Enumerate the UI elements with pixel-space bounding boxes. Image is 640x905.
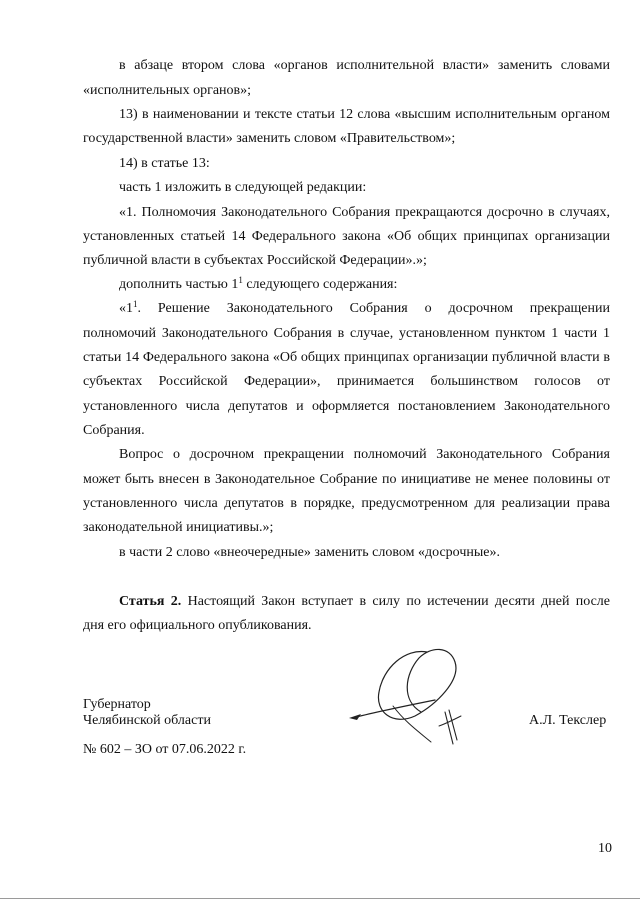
text-line: 14) в статье 13: [119,156,210,171]
text-line: 13) в наименовании и тексте статьи 12 слова «высшим исполнительным органом [119,107,610,122]
signatory-position: Губернатор [83,697,151,712]
text-line: Вопрос о досрочном прекращении полномочий Законодательного Собрания [119,447,610,462]
text-line: полномочий Законодательного Собрания в случае, установленном пунктом 1 части 1 [83,326,610,341]
law-number: № 602 – ЗО от 07.06.2022 г. [83,742,247,757]
text-line: публичной власти в субъектах Российской Федерации».»; [83,253,427,268]
text-line: установленного числа депутатов и оформляется постановлением Законодательного [83,399,610,414]
article-2-line: Статья 2. Настоящий Закон вступает в силу по истечении десяти дней после [119,594,610,609]
text-line: статьи 14 Федерального закона «Об общих принципах организации публичной власти в [83,350,610,365]
text-line: субъектах Российской Федерации», принимается большинством голосов от [83,374,610,389]
signatory-name: А.Л. Текслер [529,713,607,728]
page-number: 10 [598,841,612,856]
text-line: Собрания. [83,423,145,438]
text-line: в части 2 слово «внеочередные» заменить словом «досрочные». [119,545,500,560]
page-edge [0,898,640,899]
text-line: часть 1 изложить в следующей редакции: [119,180,367,195]
signatory-position: Челябинской области [83,713,211,728]
article-label: Статья 2. [119,594,182,609]
text-line: дополнить частью $1^1$ следующего содержания: [119,275,398,292]
text-line: законодательной инициативы.»; [83,520,274,535]
handwritten-signature [335,640,485,760]
text-line: установленного числа депутатов в порядке, предусмотренном для реализации права [83,496,610,511]
text-line: государственной власти» заменить словом «Правительством»; [83,131,456,146]
text-line: «исполнительных органов»; [83,83,252,98]
text-line: может быть внесен в Законодательное Собрание по инициативе не менее половины от [83,472,610,487]
article-2-line: дня его официального опубликования. [83,618,312,633]
text-line: в абзаце втором слова «органов исполнительной власти» заменить словами [119,58,610,73]
text-line: установленных статьей 14 Федерального закона «Об общих принципах организации [83,229,610,244]
text-line: «1. Полномочия Законодательного Собрания прекращаются досрочно в случаях, [119,205,610,220]
text-line: «$1^1$. Решение Законодательного Собрания о досрочном прекращении [119,300,610,316]
